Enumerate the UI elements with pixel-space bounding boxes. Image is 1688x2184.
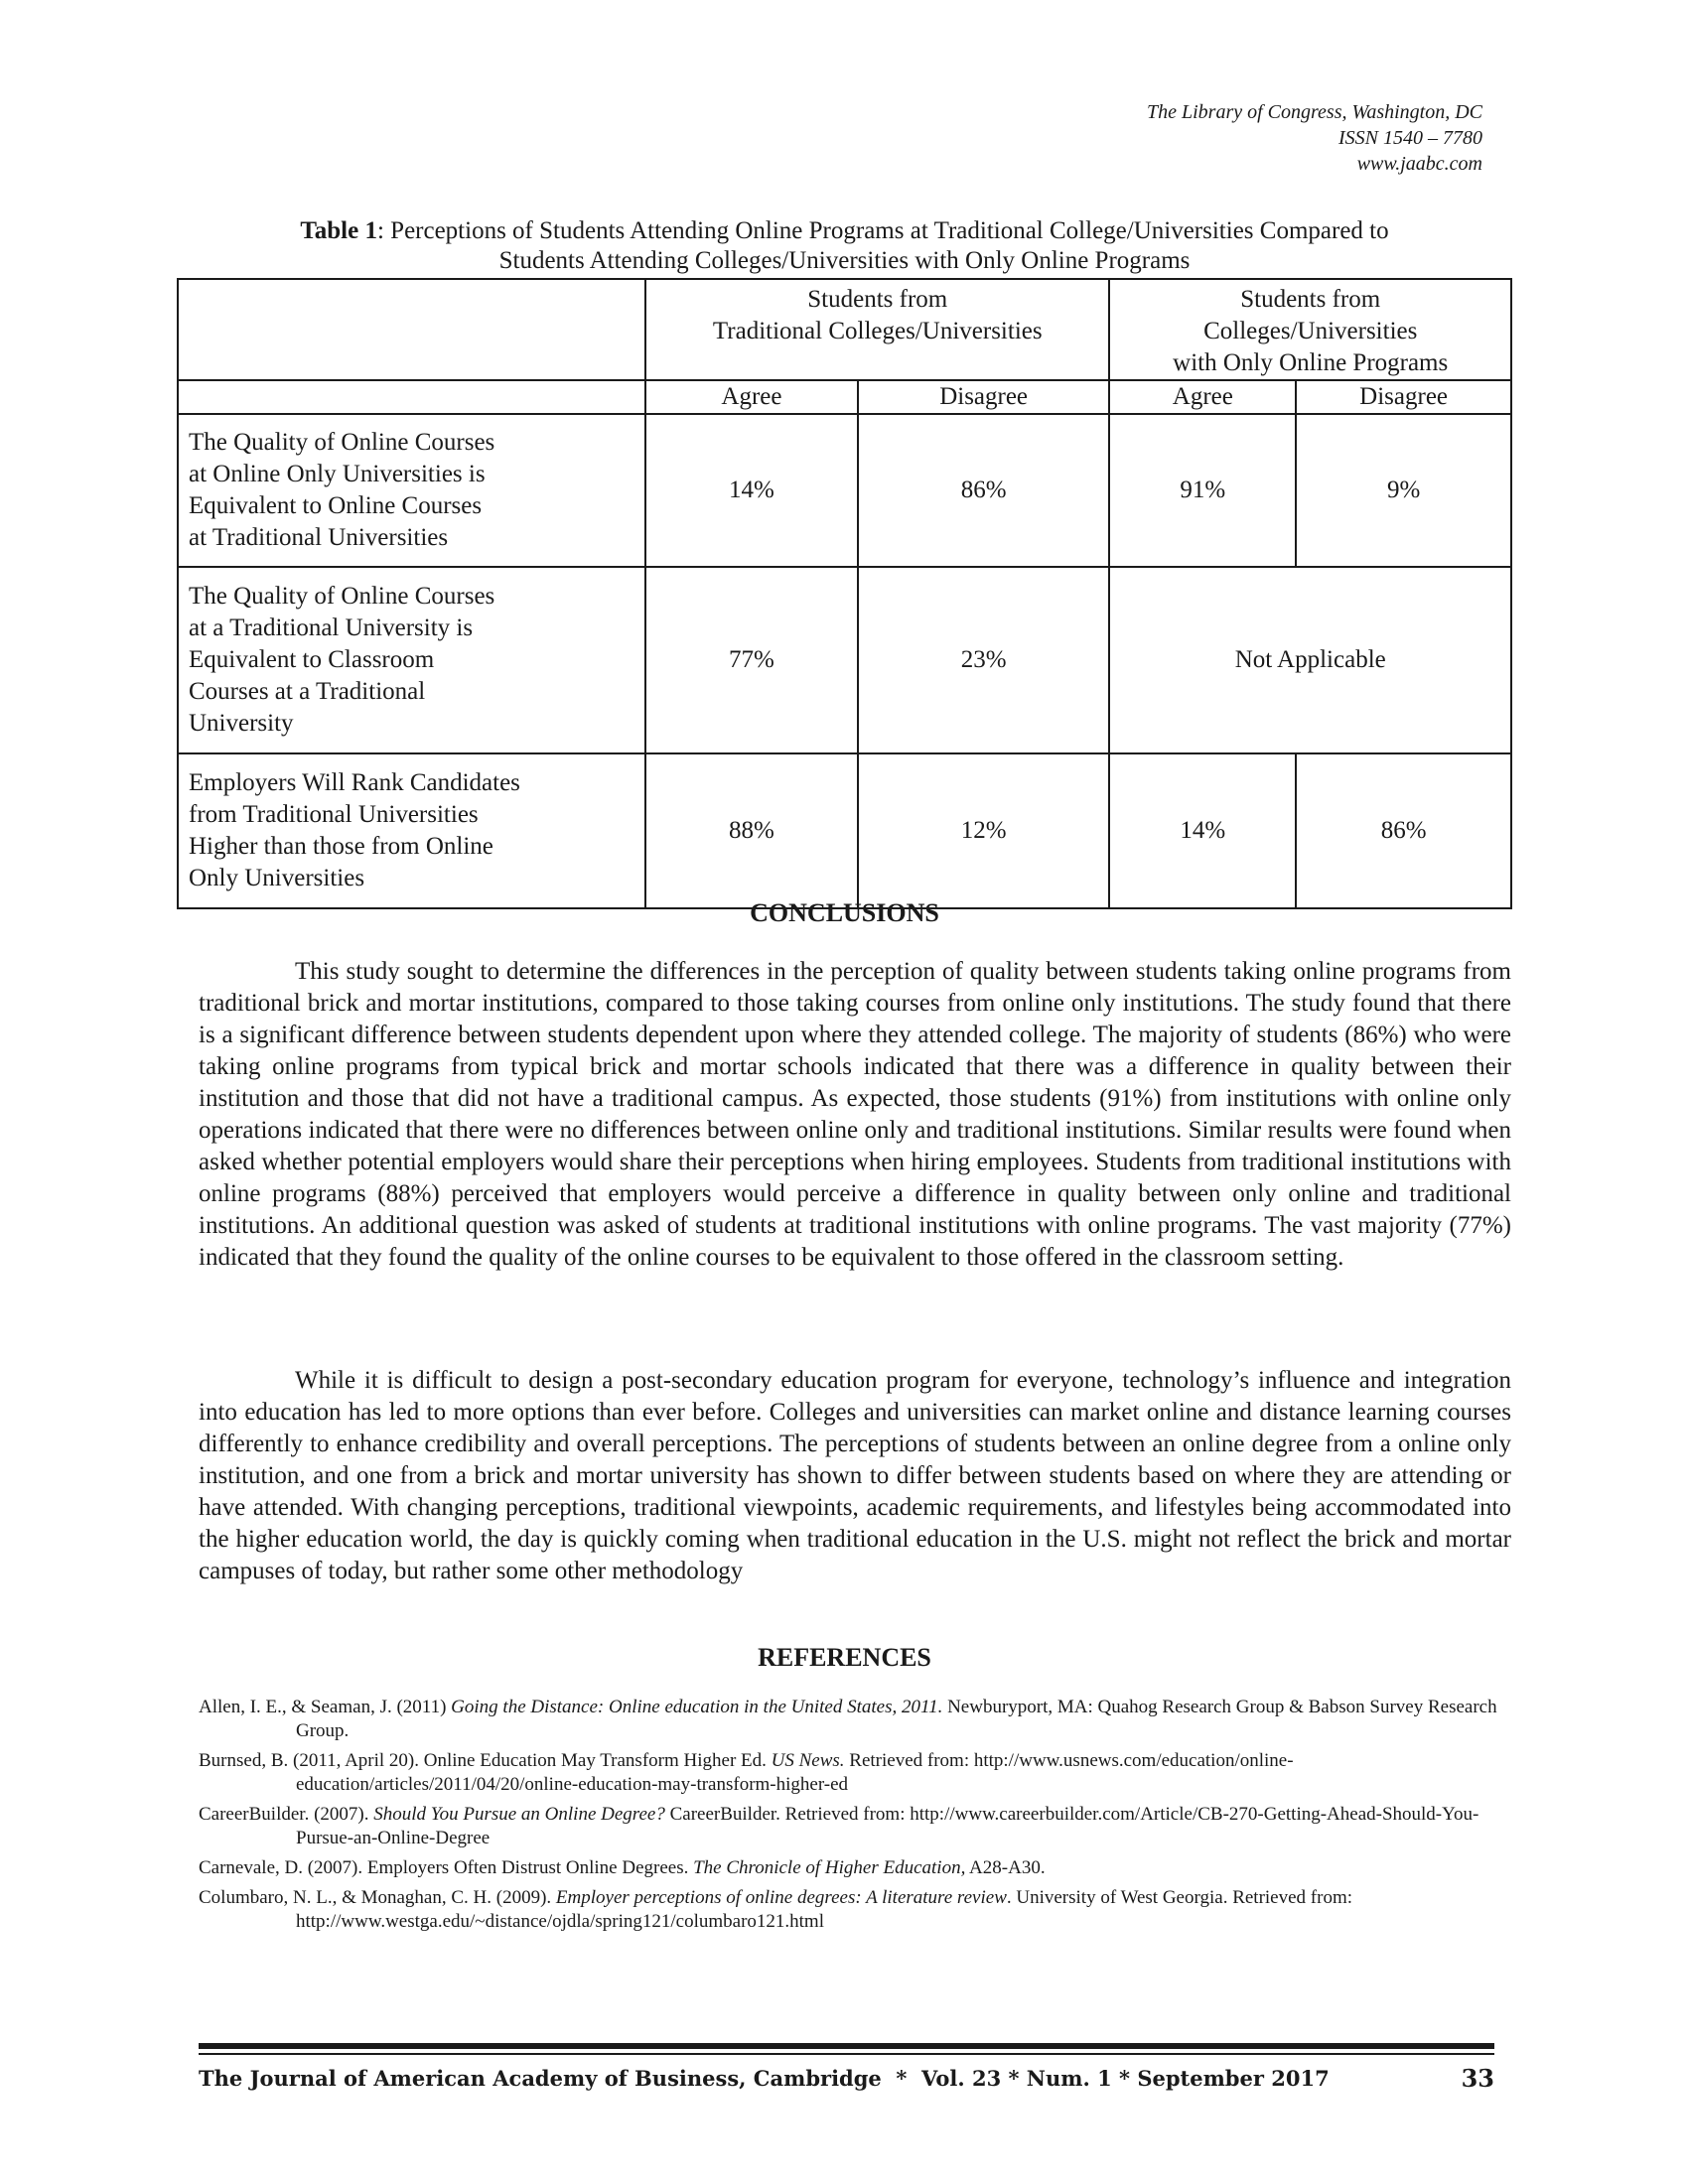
subheader-agree: Agree [1109,380,1296,414]
table-row [178,414,1511,567]
references-heading: REFERENCES [758,1643,931,1672]
table-cell: 91% [1109,414,1296,567]
masthead-publisher: The Library of Congress, Washington, DC [1146,101,1482,123]
masthead-website: www.jaabc.com [1356,153,1482,175]
table-subheader-row [178,380,1511,414]
table-cell: 12% [858,753,1110,908]
reference-item: Allen, I. E., & Seaman, J. (2011) Going the Distance: Online education in the United States, 2011. Newburyport, MA: Quahog Research Group & Babson Survey Research Group. [199,1697,1497,1741]
row-label: The Quality of Online Courses at Online Only Universities is Equivalent to Online Courses at Traditional Universities [178,414,645,567]
table-cell: 9% [1296,414,1511,567]
conclusions-paragraph-2: While it is difficult to design a post-secondary education program for everyone, technology’s influence and integration into education has led to more options than ever before. Colleges and universities can market online and distance learning courses differently to enhance credibility and overall perceptions. The perceptions of students between an online degree from a online only institution, and one from a brick and mortar university has shown to differ between students based on where they are attending or have attended. With changing perceptions, traditional viewpoints, academic requirements, and lifestyles being accommodated into the higher education world, the day is quickly coming when traditional education in the U.S. might not reflect the brick and mortar campuses of today, but rather some other methodology [199,1367,1511,1584]
row-label: Employers Will Rank Candidates from Traditional Universities Higher than those from Online Only Universities [178,753,645,908]
not-applicable-cell: Not Applicable [1109,567,1511,753]
page-number: 33 [1461,2064,1494,2093]
group-header-online-only: Students from Colleges/Universities with Only Online Programs [1109,279,1511,380]
reference-item: CareerBuilder. (2007). Should You Pursue an Online Degree? CareerBuilder. Retrieved from: http://www.careerbuilder.com/Article/CB-270-Getting-Ahead-Should-You-Pursue-an-Online-Degree [199,1804,1479,1848]
table-cell: 14% [645,414,858,567]
subheader-disagree: Disagree [858,380,1110,414]
table-cell: 23% [858,567,1110,753]
reference-item: Carnevale, D. (2007). Employers Often Distrust Online Degrees. The Chronicle of Higher Education, A28-A30. [199,1857,1046,1878]
table-header-row [178,279,1511,380]
group-header-traditional: Students from Traditional Colleges/Universities [645,279,1109,380]
reference-list [199,1696,1514,1940]
conclusions-heading: CONCLUSIONS [750,898,939,927]
conclusions-paragraph-1: This study sought to determine the differences in the perception of quality between students taking online programs from traditional brick and mortar institutions, compared to those taking courses from online only institutions. The study found that there is a significant difference between students dependent upon where they attended college. The majority of students (86%) who were taking online programs from typical brick and mortar schools indicated that there was a difference in quality between their institution and those that did not have a traditional campus. As expected, those students (91%) from institutions with online only operations indicated that there were no differences between online only and traditional institutions. Similar results were found when asked whether potential employers would share their perceptions when hiring employees. Students from traditional institutions with online programs (88%) perceived that employers would perceive a difference in quality between only online and traditional institutions. An additional question was asked of students at traditional institutions with online programs. The vast majority (77%) indicated that they found the quality of the online courses to be equivalent to those offered in the classroom setting. [199,958,1511,1271]
table-cell: 88% [645,753,858,908]
table-row [178,753,1511,908]
table-caption-label: Table 1 [300,217,377,244]
subheader-agree: Agree [645,380,858,414]
reference-item: Burnsed, B. (2011, April 20). Online Education May Transform Higher Ed. US News. Retrieved from: http://www.usnews.com/education/online-education/articles/2011/04/20/online-education-may-transform-higher-ed [199,1750,1294,1795]
footer-journal-info: The Journal of American Academy of Business, Cambridge * Vol. 23 * Num. 1 * September 2017 [199,2066,1330,2091]
subheader-disagree: Disagree [1296,380,1511,414]
table-caption [177,216,1512,276]
table-row [178,567,1511,753]
footer-rule-thin [199,2053,1494,2055]
reference-item: Columbaro, N. L., & Monaghan, C. H. (2009). Employer perceptions of online degrees: A literature review. University of West Georgia. Retrieved from: http://www.westga.edu/~distance/ojdla/spring121/columbaro121.html [199,1887,1353,1932]
row-label: The Quality of Online Courses at a Traditional University is Equivalent to Classroom Courses at a Traditional University [178,567,645,753]
masthead [1147,99,1482,177]
table-cell: 14% [1109,753,1296,908]
journal-page [177,0,1512,2184]
table-cell: 86% [1296,753,1511,908]
table-subheader-blank [178,380,645,414]
table-corner-cell [178,279,645,380]
masthead-issn: ISSN 1540 – 7780 [1338,127,1482,149]
footer-rule-thick [199,2043,1494,2049]
table-caption-line1: : Perceptions of Students Attending Online Programs at Traditional College/Universities Compared to [376,217,1389,244]
table-cell: 77% [645,567,858,753]
results-table [177,278,1512,909]
table-caption-line2: Students Attending Colleges/Universities with Only Online Programs [498,247,1191,274]
table-cell: 86% [858,414,1110,567]
